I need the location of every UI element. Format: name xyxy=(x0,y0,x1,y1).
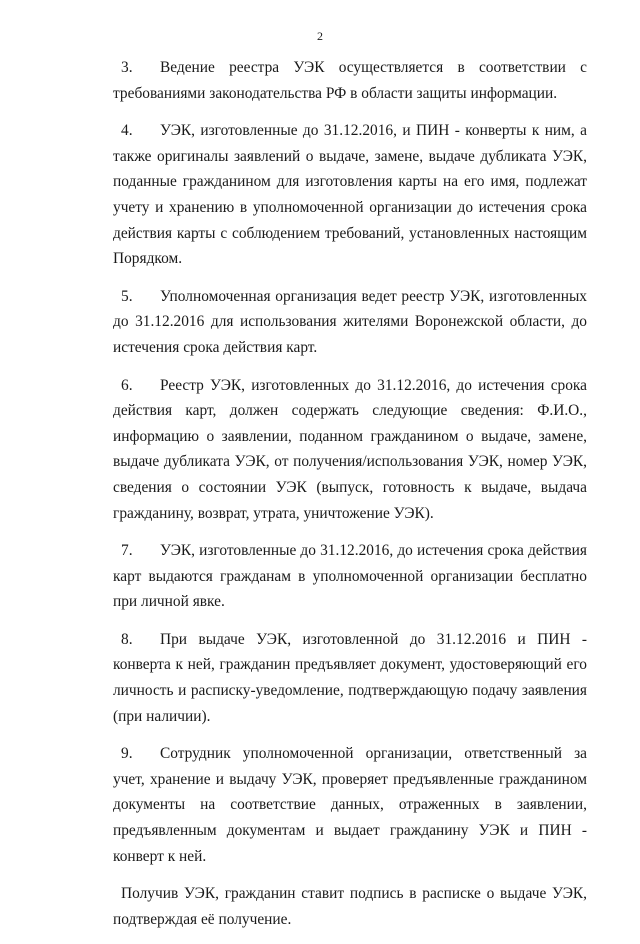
paragraph-7 xyxy=(113,538,587,615)
paragraph-text: УЭК, изготовленные до 31.12.2016, и ПИН - конверты к ним, а также оригиналы заявлений о выдаче, замене, выдаче дубликата УЭК, поданные гражданином для изготовления карты на его имя, подлежат учету и хранению в уполномоченной организации до истечения срока действия карты с соблюдением требований, установленных настоящим Порядком. xyxy=(113,122,587,268)
paragraph-text: Уполномоченная организация ведет реестр УЭК, изготовленных до 31.12.2016 для использования жителями Воронежской области, до истечения срока действия карт. xyxy=(113,287,587,356)
paragraph-text: При выдаче УЭК, изготовленной до 31.12.2016 и ПИН - конверта к ней, гражданин предъявляет документ, удостоверяющий его личность и расписку-уведомление, подтверждающую подачу заявления (при наличии). xyxy=(113,630,587,725)
page-number: 2 xyxy=(317,29,323,43)
paragraph-number: 5. xyxy=(121,287,133,305)
paragraph-9 xyxy=(113,741,587,869)
paragraph-number: 4. xyxy=(121,122,133,140)
paragraph-number: 7. xyxy=(121,542,133,560)
paragraph-text: Сотрудник уполномоченной организации, ответственный за учет, хранение и выдачу УЭК, проверяет предъявленные гражданином документы на соответствие данных, отраженных в заявлении, предъявленным документам и выдает гражданину УЭК и ПИН - конверт к ней. xyxy=(113,745,587,865)
closing-paragraph: Получив УЭК, гражданин ставит подпись в расписке о выдаче УЭК, подтверждая её получение. xyxy=(113,885,587,928)
paragraph-number: 8. xyxy=(121,630,133,648)
paragraph-6 xyxy=(113,373,587,527)
paragraph-3 xyxy=(113,55,587,106)
paragraph-number: 3. xyxy=(121,59,133,76)
paragraph-text: Ведение реестра УЭК осуществляется в соответствии с требованиями законодательства РФ в области защиты информации. xyxy=(113,59,587,102)
paragraph-text: Реестр УЭК, изготовленных до 31.12.2016, до истечения срока действия карт, должен содержать следующие сведения: Ф.И.О., информацию о заявлении, поданном гражданином о выдаче, замене, выдаче дубликата УЭК, от получения/использования УЭК, номер УЭК, сведения о состоянии УЭК (выпуск, готовность к выдаче, выдача гражданину, возврат, утрата, уничтожение УЭК). xyxy=(113,376,587,522)
document-body xyxy=(113,55,587,944)
paragraph-number: 6. xyxy=(121,376,133,394)
paragraph-text: УЭК, изготовленные до 31.12.2016, до истечения срока действия карт выдаются гражданам в уполномоченной организации бесплатно при личной явке. xyxy=(113,542,587,611)
paragraph-number: 9. xyxy=(121,745,133,763)
paragraph-4 xyxy=(113,118,587,272)
paragraph-8 xyxy=(113,627,587,729)
paragraph-5 xyxy=(113,284,587,361)
